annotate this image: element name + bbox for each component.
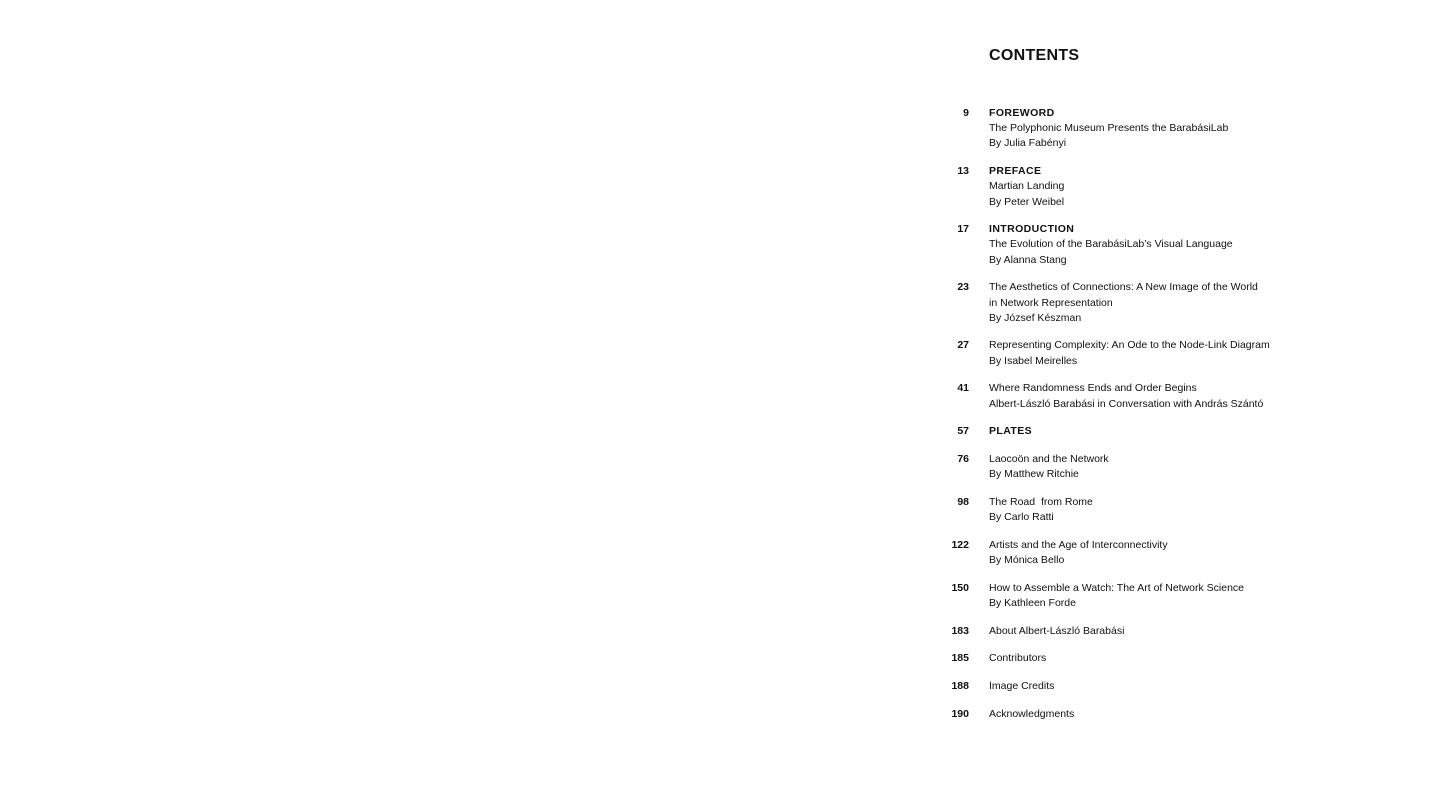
entry-title: About Albert-László Barabási — [989, 624, 1125, 637]
toc-list — [925, 106, 1325, 734]
entry-body — [989, 106, 1228, 152]
entry-byline: By Kathleen Forde — [989, 596, 1076, 609]
toc-entry-randomness[interactable] — [925, 381, 1325, 411]
page-number: 190 — [951, 707, 969, 720]
entry-byline: By Carlo Ratti — [989, 511, 1054, 524]
entry-body — [989, 538, 1168, 568]
entry-body — [989, 164, 1064, 210]
page-number: 150 — [951, 581, 969, 594]
page-number: 9 — [963, 107, 969, 119]
entry-body — [989, 679, 1054, 694]
entry-byline: By Alanna Stang — [989, 253, 1067, 266]
page-number: 23 — [957, 281, 969, 294]
section-heading: PLATES — [989, 425, 1033, 438]
toc-entry-road-from-rome[interactable] — [925, 495, 1325, 525]
entry-title: Acknowledgments — [989, 707, 1075, 720]
toc-entry-artists-interconnectivity[interactable] — [925, 538, 1325, 568]
entry-title: Where Randomness Ends and Order Begins — [989, 382, 1197, 395]
entry-body — [989, 280, 1258, 326]
toc-entry-laocoon[interactable] — [925, 452, 1325, 482]
entry-title: The Road from Rome — [989, 495, 1093, 508]
page-number: 17 — [957, 223, 969, 236]
toc-entry-aesthetics[interactable] — [925, 280, 1325, 326]
entry-body — [989, 495, 1093, 525]
entry-byline: By Julia Fabényi — [989, 137, 1067, 150]
toc-entry-plates[interactable] — [925, 424, 1325, 439]
entry-byline: By Mónica Bello — [989, 553, 1065, 566]
entry-title: The Evolution of the BarabásiLab’s Visual Language — [989, 238, 1233, 251]
page-number: 122 — [951, 538, 969, 551]
entry-body — [989, 381, 1263, 411]
entry-body — [989, 338, 1270, 368]
entry-body — [989, 581, 1244, 611]
section-heading: INTRODUCTION — [989, 223, 1075, 236]
entry-title: Image Credits — [989, 679, 1055, 692]
page-number: 57 — [957, 425, 969, 438]
page-number: 183 — [951, 624, 969, 637]
section-heading: PREFACE — [989, 165, 1042, 178]
entry-byline: By József Készman — [989, 311, 1082, 324]
entry-title-line-1: The Aesthetics of Connections: A New Image of the World — [989, 281, 1258, 294]
entry-title-line-2: in Network Representation — [989, 296, 1113, 309]
page-number: 185 — [951, 652, 969, 665]
contents-page — [715, 0, 1430, 800]
page-number: 27 — [957, 339, 969, 352]
entry-title: The Polyphonic Museum Presents the BarabásiLab — [989, 122, 1229, 135]
section-heading: FOREWORD — [989, 107, 1055, 119]
entry-title: Representing Complexity: An Ode to the Node-Link Diagram — [989, 339, 1270, 352]
toc-entry-foreword[interactable] — [925, 106, 1325, 152]
toc-entry-image-credits[interactable] — [925, 679, 1325, 694]
entry-body — [989, 222, 1233, 268]
toc-entry-contributors[interactable] — [925, 651, 1325, 666]
entry-byline: By Matthew Ritchie — [989, 468, 1079, 481]
entry-title: Laocoön and the Network — [989, 452, 1109, 465]
toc-entry-about[interactable] — [925, 624, 1325, 639]
page-number: 76 — [957, 452, 969, 465]
entry-byline: By Isabel Meirelles — [989, 354, 1078, 367]
entry-title: How to Assemble a Watch: The Art of Network Science — [989, 581, 1245, 594]
page-number: 188 — [951, 679, 969, 692]
toc-entry-introduction[interactable] — [925, 222, 1325, 268]
entry-title: Artists and the Age of Interconnectivity — [989, 538, 1168, 551]
toc-entry-acknowledgments[interactable] — [925, 707, 1325, 722]
page-title: CONTENTS — [989, 47, 1080, 64]
toc-entry-preface[interactable] — [925, 164, 1325, 210]
toc-entry-assemble-watch[interactable] — [925, 581, 1325, 611]
entry-body — [989, 452, 1109, 482]
page-number: 41 — [957, 382, 969, 395]
toc-entry-representing-complexity[interactable] — [925, 338, 1325, 368]
entry-title: Martian Landing — [989, 180, 1065, 193]
entry-body — [989, 624, 1124, 639]
entry-byline: By Peter Weibel — [989, 195, 1065, 208]
entry-body — [989, 651, 1046, 666]
page-number: 98 — [957, 495, 969, 508]
entry-body — [989, 707, 1074, 722]
page-number: 13 — [957, 165, 969, 178]
entry-byline: Albert-László Barabási in Conversation with András Szántó — [989, 397, 1264, 410]
entry-title: Contributors — [989, 652, 1047, 665]
entry-body — [989, 424, 1032, 439]
